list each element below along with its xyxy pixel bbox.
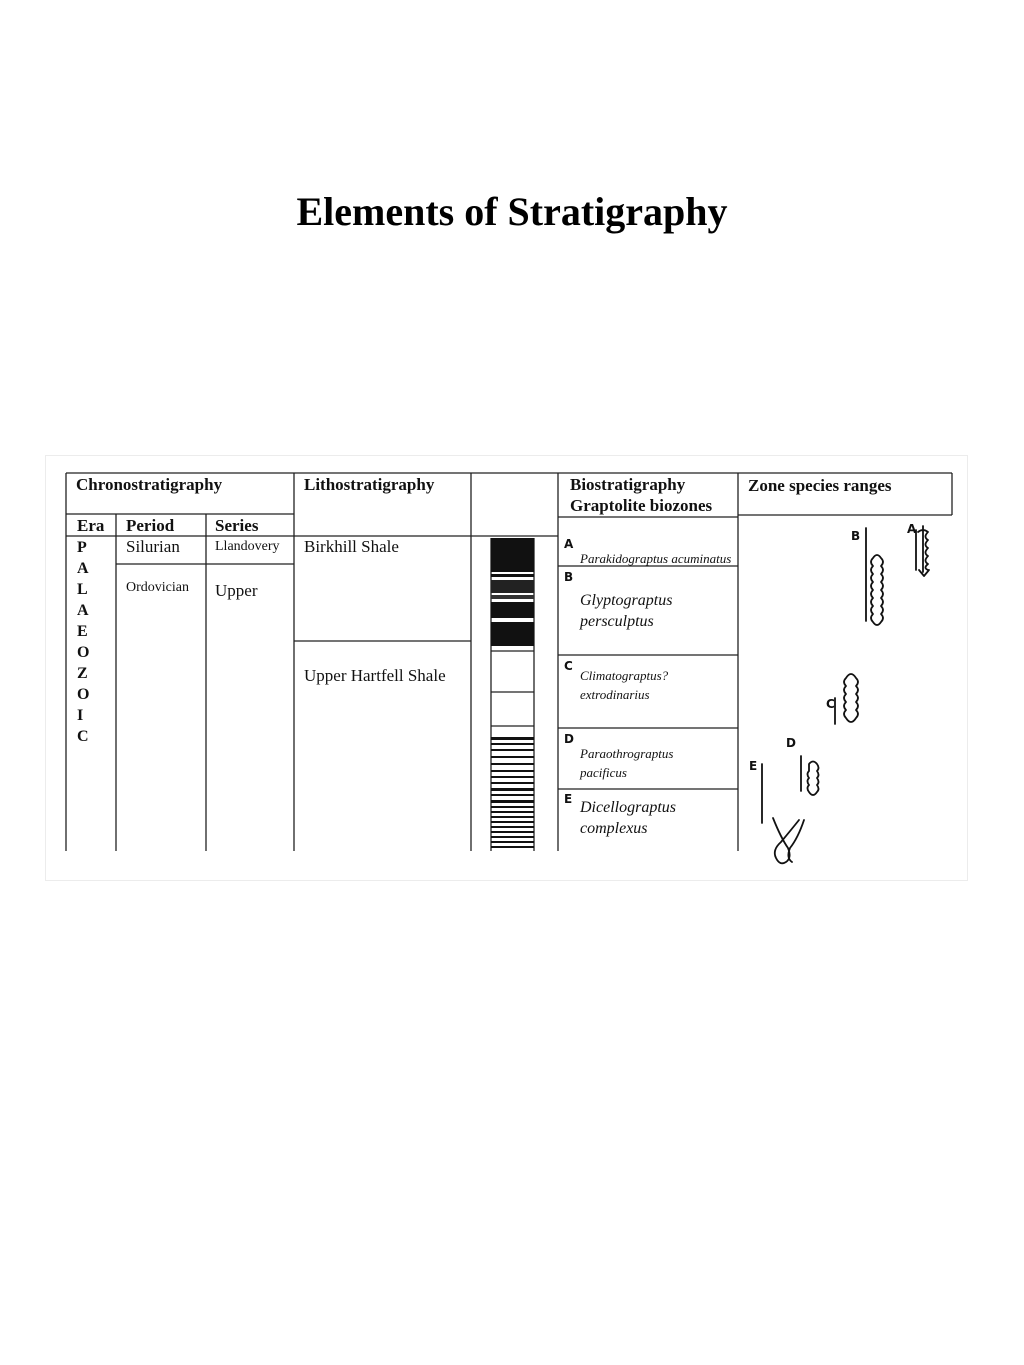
era-letter: I xyxy=(77,707,84,724)
formation-birkhill-shale: Birkhill Shale xyxy=(304,537,399,556)
era-letter: C xyxy=(77,728,89,745)
graptolite-range-a xyxy=(916,526,929,576)
zone-name: complexus xyxy=(580,820,648,837)
bio-header-line1: Biostratigraphy xyxy=(570,475,686,494)
stratigraphy-figure xyxy=(46,456,967,880)
graptolite-range-b xyxy=(866,528,883,625)
series-header: Series xyxy=(215,516,259,535)
era-header: Era xyxy=(77,516,105,535)
zone-name: Paraothrograptus xyxy=(580,746,674,761)
range-label: D xyxy=(786,736,796,750)
period-header: Period xyxy=(126,516,175,535)
graptolite-range-e xyxy=(762,764,804,863)
zone-letter: C xyxy=(564,659,573,673)
zone-name: extrodinarius xyxy=(580,687,650,702)
era-letter: Z xyxy=(77,665,88,682)
graptolite-range-d xyxy=(801,756,819,795)
zone-name: Dicellograptus xyxy=(580,799,676,816)
era-letter: O xyxy=(77,686,90,703)
litho-header: Lithostratigraphy xyxy=(304,475,435,494)
bio-header-line2: Graptolite biozones xyxy=(570,496,713,515)
era-letter: O xyxy=(77,644,90,661)
zone-letter: D xyxy=(564,732,574,746)
ranges-header: Zone species ranges xyxy=(748,476,892,495)
zone-name: Parakidograptus acuminatus xyxy=(580,551,732,566)
zone-letter: B xyxy=(564,570,574,584)
range-label: C xyxy=(826,697,835,711)
era-letter: A xyxy=(77,560,89,577)
zone-letter: A xyxy=(564,537,574,551)
range-label: B xyxy=(851,529,861,543)
range-label: A xyxy=(907,522,917,536)
period-silurian: Silurian xyxy=(126,537,180,556)
formation-upper-hartfell-shale: Upper Hartfell Shale xyxy=(304,666,446,685)
chrono-header: Chronostratigraphy xyxy=(76,475,223,494)
period-ordovician: Ordovician xyxy=(126,580,189,595)
stratigraphy-table xyxy=(46,456,967,880)
era-letter: L xyxy=(77,581,88,598)
series-upper: Upper xyxy=(215,581,258,600)
era-letter: E xyxy=(77,623,88,640)
range-label: E xyxy=(749,759,758,773)
series-llandovery: Llandovery xyxy=(215,539,280,554)
era-letter: A xyxy=(77,602,89,619)
lithology-log xyxy=(491,538,534,851)
graptolite-range-c xyxy=(835,674,858,724)
zone-name: pacificus xyxy=(580,765,627,780)
zone-letter: E xyxy=(564,792,573,806)
page-title: Elements of Stratigraphy xyxy=(296,189,728,234)
zone-name: Climatograptus? xyxy=(580,668,669,683)
zone-name: Glyptograptus xyxy=(580,592,673,609)
era-letter: P xyxy=(77,539,87,556)
zone-name: persculptus xyxy=(580,613,654,630)
